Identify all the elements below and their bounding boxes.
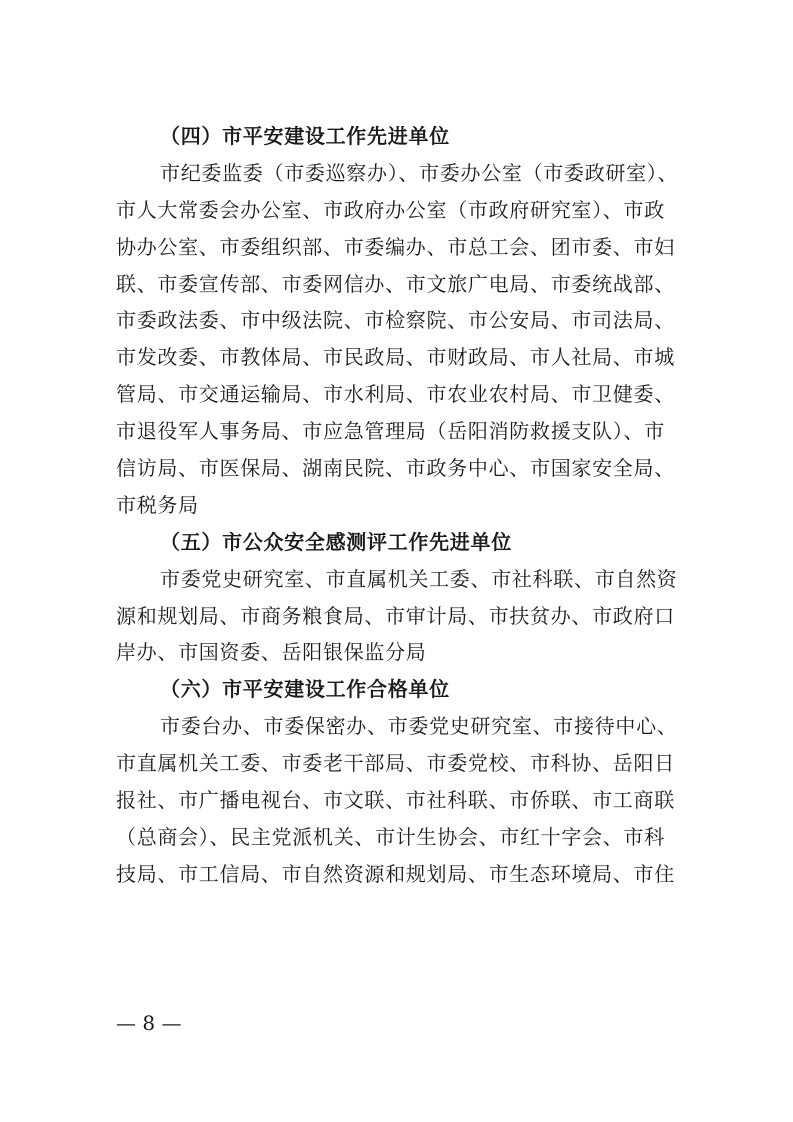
paragraph-line: 市委政法委、市中级法院、市检察院、市公安局、市司法局、 <box>116 308 675 333</box>
paragraph-line: 信访局、市医保局、湖南民院、市政务中心、市国家安全局、 <box>116 456 675 481</box>
document-body <box>116 118 682 893</box>
paragraph-line: 技局、市工信局、市自然资源和规划局、市生态环境局、市住 <box>116 861 675 886</box>
section-heading-6: （六）市平安建设工作合格单位 <box>160 677 450 702</box>
paragraph-line: 岸办、市国资委、岳阳银保监分局 <box>116 640 427 665</box>
paragraph-line: 市直属机关工委、市委老干部局、市委党校、市科协、岳阳日 <box>116 751 675 776</box>
paragraph-line: 市发改委、市教体局、市民政局、市财政局、市人社局、市城 <box>116 345 675 370</box>
paragraph-line: 市委台办、市委保密办、市委党史研究室、市接待中心、 <box>160 714 678 739</box>
paragraph-line: 源和规划局、市商务粮食局、市审计局、市扶贫办、市政府口 <box>116 603 675 628</box>
section-heading-4: （四）市平安建设工作先进单位 <box>160 124 450 148</box>
page-number: — 8 — <box>116 1011 182 1035</box>
paragraph-line: 协办公室、市委组织部、市委编办、市总工会、团市委、市妇 <box>116 234 675 259</box>
paragraph-line: 市纪委监委（市委巡察办）、市委办公室（市委政研室）、 <box>160 160 679 185</box>
paragraph-line: （总商会）、民主党派机关、市计生协会、市红十字会、市科 <box>116 824 665 849</box>
paragraph-line: 报社、市广播电视台、市文联、市社科联、市侨联、市工商联 <box>116 788 675 813</box>
paragraph-line: 联、市委宣传部、市委网信办、市文旅广电局、市委统战部、 <box>116 271 675 296</box>
paragraph-line: 市税务局 <box>116 492 199 517</box>
paragraph-line: 市退役军人事务局、市应急管理局（岳阳消防救援支队）、市 <box>116 419 665 444</box>
paragraph-line: 市人大常委会办公室、市政府办公室（市政府研究室）、市政 <box>116 197 665 222</box>
paragraph-line: 市委党史研究室、市直属机关工委、市社科联、市自然资 <box>160 566 678 591</box>
section-heading-5: （五）市公众安全感测评工作先进单位 <box>160 529 512 554</box>
paragraph-line: 管局、市交通运输局、市水利局、市农业农村局、市卫健委、 <box>116 382 675 407</box>
